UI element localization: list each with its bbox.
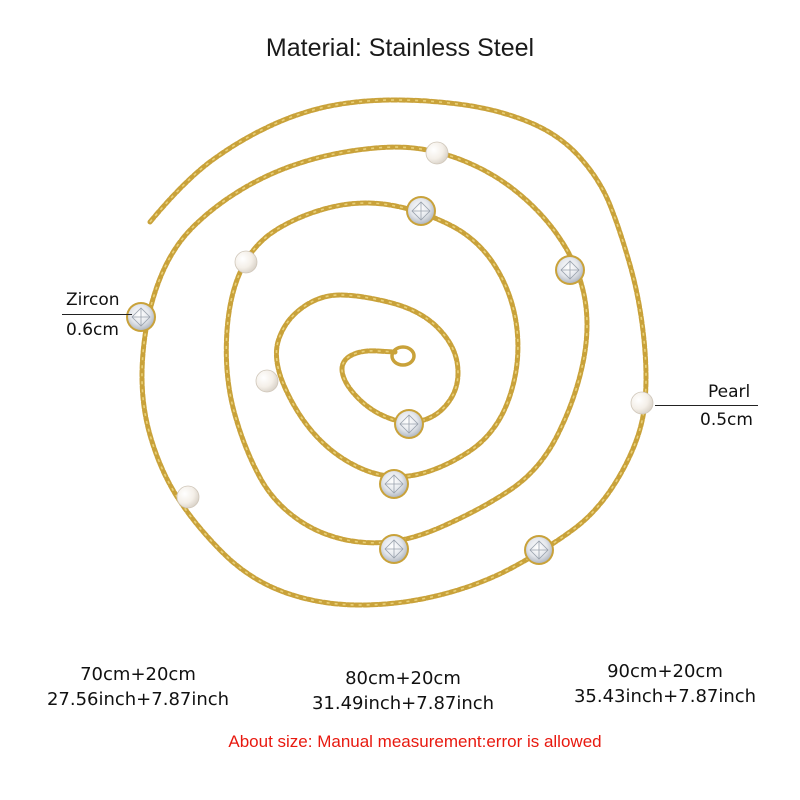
size-cm: 80cm+20cm [345,668,461,689]
pearl-bead [426,142,448,164]
zircon-label: Zircon [66,290,120,310]
size-cm: 70cm+20cm [80,664,196,685]
zircon-leader-line [62,314,132,315]
size-disclaimer: About size: Manual measurement:error is allowed [228,732,602,751]
size-option-80 [283,666,523,716]
size-inch: 27.56inch+7.87inch [46,689,230,710]
zircon-stone [555,255,585,285]
pearl-bead [235,251,257,273]
size-option-70 [18,662,258,712]
zircon-stone [394,409,424,439]
lobster-clasp [392,347,414,365]
zircon-stone [524,535,554,565]
zircon-stone [406,196,436,226]
pearl-label: Pearl [708,382,751,402]
zircon-stone [379,469,409,499]
size-cm: 90cm+20cm [607,661,723,682]
pearl-bead [256,370,278,392]
zircon-size: 0.6cm [66,320,119,340]
gold-chain [142,100,646,605]
size-inch: 35.43inch+7.87inch [573,686,757,707]
size-option-90 [545,659,785,709]
material-title: Material: Stainless Steel [265,34,535,62]
size-inch: 31.49inch+7.87inch [311,693,495,714]
pearl-bead [177,486,199,508]
pearl-size: 0.5cm [700,410,753,430]
pearl-leader-line [655,405,758,406]
zircon-stone [126,302,156,332]
pearl-bead [631,392,653,414]
zircon-stone [379,534,409,564]
